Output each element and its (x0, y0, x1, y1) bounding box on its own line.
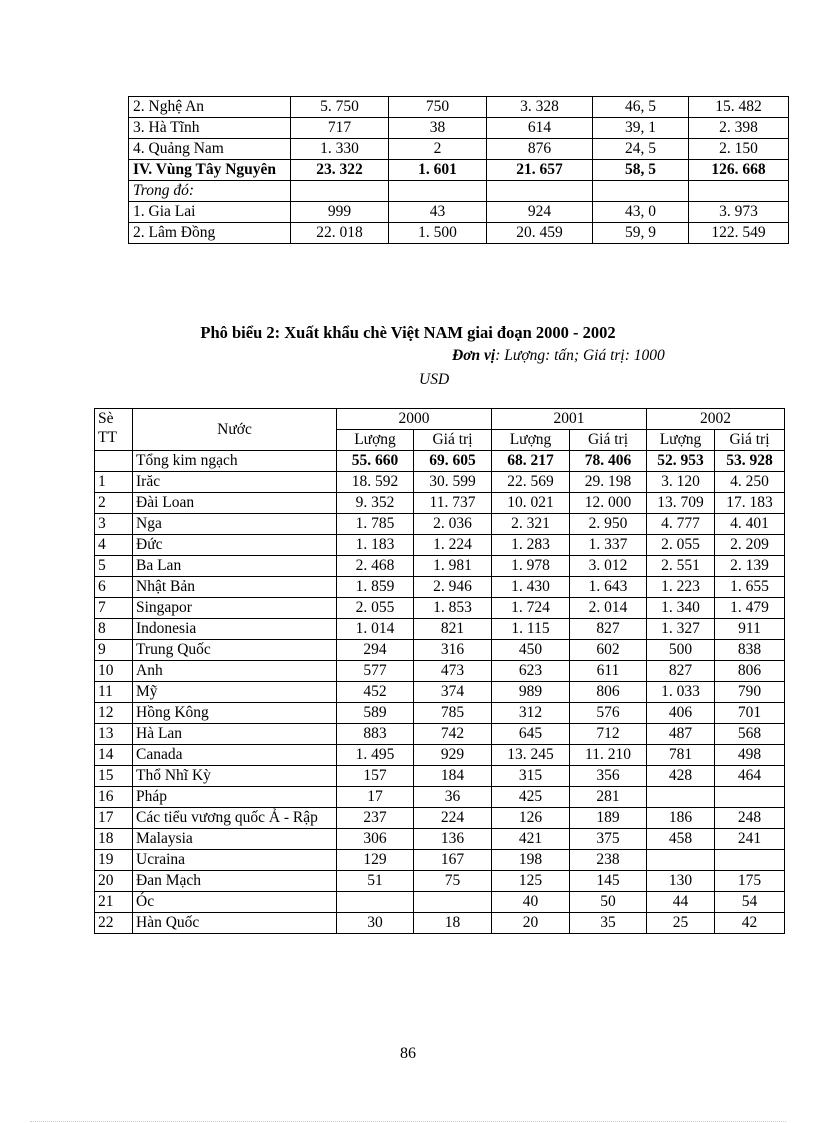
country-name: Canada (133, 745, 337, 766)
row-stt: 1 (95, 472, 133, 493)
table-cell (291, 181, 389, 202)
table-cell: 3. 012 (570, 556, 647, 577)
header-quantity: Lượng (337, 430, 414, 451)
table-cell: 3. 973 (689, 202, 789, 223)
table-cell: 701 (715, 703, 785, 724)
table-cell: 2. 055 (647, 535, 715, 556)
table-cell: 50 (570, 892, 647, 913)
table-cell: 43 (389, 202, 487, 223)
table-cell: 39, 1 (593, 118, 689, 139)
table-cell: 11. 210 (570, 745, 647, 766)
country-name: Ucraina (133, 850, 337, 871)
table-cell: 375 (570, 829, 647, 850)
table-cell: 2. 398 (689, 118, 789, 139)
table-cell: 12. 000 (570, 493, 647, 514)
header-value: Giá trị (715, 430, 785, 451)
country-name: Hàn Quốc (133, 913, 337, 934)
total-label: Tổng kim ngạch (133, 451, 337, 472)
table-cell: 577 (337, 661, 414, 682)
table-cell: 238 (570, 850, 647, 871)
table-cell: 2. 950 (570, 514, 647, 535)
table-row (95, 556, 785, 577)
table-cell: 2. 139 (715, 556, 785, 577)
table-cell: 1. 330 (291, 139, 389, 160)
table-row (95, 745, 785, 766)
table-cell: 645 (492, 724, 570, 745)
table-cell: 1. 785 (337, 514, 414, 535)
country-name: Trung Quốc (133, 640, 337, 661)
total-cell: 68. 217 (492, 451, 570, 472)
table-row (95, 514, 785, 535)
table-row (95, 682, 785, 703)
table-row (95, 493, 785, 514)
table-cell: 742 (414, 724, 492, 745)
table-cell: 425 (492, 787, 570, 808)
country-name: Nga (133, 514, 337, 535)
table-row (95, 913, 785, 934)
row-stt: 21 (95, 892, 133, 913)
table-cell: 15. 482 (689, 97, 789, 118)
table-cell: 1. 978 (492, 556, 570, 577)
row-stt: 10 (95, 661, 133, 682)
country-name: Indonesia (133, 619, 337, 640)
country-name: Đức (133, 535, 337, 556)
table-cell: 1. 223 (647, 577, 715, 598)
table-cell: 130 (647, 871, 715, 892)
total-cell: 78. 406 (570, 451, 647, 472)
table-cell: 450 (492, 640, 570, 661)
country-name: Hồng Kông (133, 703, 337, 724)
table-cell: 827 (570, 619, 647, 640)
table-cell: 9. 352 (337, 493, 414, 514)
table-cell: 24, 5 (593, 139, 689, 160)
table-cell: 589 (337, 703, 414, 724)
table-cell: 145 (570, 871, 647, 892)
table-cell: 717 (291, 118, 389, 139)
table-row (95, 703, 785, 724)
table-cell: 473 (414, 661, 492, 682)
country-name: Óc (133, 892, 337, 913)
table-cell: 1. 495 (337, 745, 414, 766)
table-cell (337, 892, 414, 913)
header-year: 2001 (492, 409, 647, 430)
country-name: Hà Lan (133, 724, 337, 745)
row-stt: 4 (95, 535, 133, 556)
table-cell: 198 (492, 850, 570, 871)
header-value: Giá trị (414, 430, 492, 451)
table-cell: 614 (487, 118, 593, 139)
total-stt (95, 451, 133, 472)
table-cell: 2. 468 (337, 556, 414, 577)
table-cell: 883 (337, 724, 414, 745)
region-name: 2. Nghệ An (129, 97, 291, 118)
table-row (95, 535, 785, 556)
table-cell: 1. 183 (337, 535, 414, 556)
table-cell: 241 (715, 829, 785, 850)
total-cell: 55. 660 (337, 451, 414, 472)
table-cell: 54 (715, 892, 785, 913)
country-name: Irăc (133, 472, 337, 493)
total-cell: 52. 953 (647, 451, 715, 472)
row-stt: 3 (95, 514, 133, 535)
table-cell: 1. 340 (647, 598, 715, 619)
row-stt: 8 (95, 619, 133, 640)
table-cell: 568 (715, 724, 785, 745)
table-cell: 122. 549 (689, 223, 789, 244)
header-quantity: Lượng (647, 430, 715, 451)
export-table (94, 408, 785, 934)
total-cell: 53. 928 (715, 451, 785, 472)
table-cell: 374 (414, 682, 492, 703)
region-name: IV. Vùng Tây Nguyên (129, 160, 291, 181)
country-name: Anh (133, 661, 337, 682)
table-cell: 294 (337, 640, 414, 661)
country-name: Pháp (133, 787, 337, 808)
table-cell: 838 (715, 640, 785, 661)
table-cell: 1. 853 (414, 598, 492, 619)
table-row (95, 577, 785, 598)
header-country: Nước (133, 409, 337, 451)
table-cell: 2. 551 (647, 556, 715, 577)
row-stt: 13 (95, 724, 133, 745)
row-stt: 19 (95, 850, 133, 871)
table-cell: 10. 021 (492, 493, 570, 514)
table-cell: 356 (570, 766, 647, 787)
unit-line (452, 347, 665, 365)
table-cell: 1. 643 (570, 577, 647, 598)
table-cell: 2. 321 (492, 514, 570, 535)
table-cell: 428 (647, 766, 715, 787)
table-cell: 20 (492, 913, 570, 934)
country-name: Ba Lan (133, 556, 337, 577)
region-name: 3. Hà Tĩnh (129, 118, 291, 139)
row-stt: 18 (95, 829, 133, 850)
header-row-years (95, 409, 785, 430)
table-cell: 5. 750 (291, 97, 389, 118)
region-name: 1. Gia Lai (129, 202, 291, 223)
table-cell: 458 (647, 829, 715, 850)
table-cell: 157 (337, 766, 414, 787)
table-cell: 827 (647, 661, 715, 682)
table-cell: 500 (647, 640, 715, 661)
row-stt: 11 (95, 682, 133, 703)
table-cell: 30. 599 (414, 472, 492, 493)
table-cell: 2. 014 (570, 598, 647, 619)
row-stt: 7 (95, 598, 133, 619)
country-name: Nhật Bản (133, 577, 337, 598)
table-row (129, 97, 789, 118)
country-name: Singapor (133, 598, 337, 619)
table-cell: 40 (492, 892, 570, 913)
table-cell: 2. 946 (414, 577, 492, 598)
table-cell: 23. 322 (291, 160, 389, 181)
table-cell (414, 892, 492, 913)
table-cell: 806 (570, 682, 647, 703)
table-cell: 602 (570, 640, 647, 661)
table-cell: 750 (389, 97, 487, 118)
table-cell: 58, 5 (593, 160, 689, 181)
table-cell: 36 (414, 787, 492, 808)
table-row (95, 661, 785, 682)
table-cell: 611 (570, 661, 647, 682)
table-cell: 13. 709 (647, 493, 715, 514)
table-row (129, 160, 789, 181)
table-cell: 1. 115 (492, 619, 570, 640)
row-stt: 5 (95, 556, 133, 577)
unit-text: : Lượng: tấn; Giá trị: 1000 (495, 347, 665, 364)
table-cell: 452 (337, 682, 414, 703)
table-cell: 126. 668 (689, 160, 789, 181)
page-number: 86 (400, 1045, 416, 1062)
table-cell: 4. 250 (715, 472, 785, 493)
table-row (95, 598, 785, 619)
table-cell: 911 (715, 619, 785, 640)
table-cell: 1. 479 (715, 598, 785, 619)
table-row (95, 808, 785, 829)
row-stt: 15 (95, 766, 133, 787)
table-cell: 1. 655 (715, 577, 785, 598)
row-stt: 16 (95, 787, 133, 808)
table-cell (689, 181, 789, 202)
table-cell: 306 (337, 829, 414, 850)
table-cell: 623 (492, 661, 570, 682)
header-stt: Sè TT (95, 409, 133, 451)
table-row (95, 766, 785, 787)
table-cell: 1. 500 (389, 223, 487, 244)
table-cell: 989 (492, 682, 570, 703)
table-cell: 248 (715, 808, 785, 829)
footer-divider (30, 1121, 786, 1122)
region-name: 4. Quảng Nam (129, 139, 291, 160)
table-row (95, 640, 785, 661)
table-row (95, 892, 785, 913)
table-cell: 487 (647, 724, 715, 745)
table-cell: 167 (414, 850, 492, 871)
table-cell: 21. 657 (487, 160, 593, 181)
table-row (95, 619, 785, 640)
table-cell: 316 (414, 640, 492, 661)
table-row (95, 850, 785, 871)
total-row (95, 451, 785, 472)
table-row (95, 724, 785, 745)
table-cell: 1. 337 (570, 535, 647, 556)
table-cell (487, 181, 593, 202)
table-cell: 1. 014 (337, 619, 414, 640)
table-cell: 38 (389, 118, 487, 139)
header-quantity: Lượng (492, 430, 570, 451)
table-cell: 13. 245 (492, 745, 570, 766)
table-cell: 790 (715, 682, 785, 703)
table-cell (715, 787, 785, 808)
table-cell: 1. 430 (492, 577, 570, 598)
table-row (129, 181, 789, 202)
table-cell (715, 850, 785, 871)
table-cell: 281 (570, 787, 647, 808)
row-stt: 20 (95, 871, 133, 892)
unit-label: Đơn vị (452, 347, 496, 364)
table-cell: 186 (647, 808, 715, 829)
table-cell: 224 (414, 808, 492, 829)
table-cell: 175 (715, 871, 785, 892)
country-name: Mỹ (133, 682, 337, 703)
table-cell: 237 (337, 808, 414, 829)
table-cell: 1. 859 (337, 577, 414, 598)
table-cell: 25 (647, 913, 715, 934)
table-cell: 18. 592 (337, 472, 414, 493)
table-cell: 4. 401 (715, 514, 785, 535)
table-cell: 29. 198 (570, 472, 647, 493)
table-cell: 3. 328 (487, 97, 593, 118)
region-name: 2. Lâm Đồng (129, 223, 291, 244)
table-cell: 20. 459 (487, 223, 593, 244)
row-stt: 6 (95, 577, 133, 598)
table-cell: 59, 9 (593, 223, 689, 244)
row-stt: 17 (95, 808, 133, 829)
header-year: 2000 (337, 409, 492, 430)
table-row (95, 787, 785, 808)
table-cell: 2. 150 (689, 139, 789, 160)
table-cell: 17 (337, 787, 414, 808)
table-cell: 1. 981 (414, 556, 492, 577)
table-cell: 22. 569 (492, 472, 570, 493)
table-cell: 3. 120 (647, 472, 715, 493)
table-cell: 126 (492, 808, 570, 829)
table-cell: 576 (570, 703, 647, 724)
country-name: Malaysia (133, 829, 337, 850)
table-cell: 821 (414, 619, 492, 640)
table-row (129, 139, 789, 160)
table-cell: 1. 283 (492, 535, 570, 556)
table-cell: 42 (715, 913, 785, 934)
table-cell: 44 (647, 892, 715, 913)
table-cell (593, 181, 689, 202)
table-cell: 1. 327 (647, 619, 715, 640)
table-cell: 929 (414, 745, 492, 766)
table-cell: 129 (337, 850, 414, 871)
table-cell: 1. 224 (414, 535, 492, 556)
table-cell: 421 (492, 829, 570, 850)
table-row (95, 472, 785, 493)
table-cell: 781 (647, 745, 715, 766)
table-cell: 125 (492, 871, 570, 892)
table-cell: 2. 036 (414, 514, 492, 535)
table-cell: 406 (647, 703, 715, 724)
table-cell: 17. 183 (715, 493, 785, 514)
table-cell: 46, 5 (593, 97, 689, 118)
table-cell: 1. 033 (647, 682, 715, 703)
table-row (95, 829, 785, 850)
table-row (95, 871, 785, 892)
table-row (129, 202, 789, 223)
table-cell (389, 181, 487, 202)
country-name: Các tiểu vương quốc Ả - Rập (133, 808, 337, 829)
header-year: 2002 (647, 409, 785, 430)
table-cell: 184 (414, 766, 492, 787)
table-cell: 924 (487, 202, 593, 223)
table-cell: 43, 0 (593, 202, 689, 223)
country-name: Đài Loan (133, 493, 337, 514)
table-cell: 2. 055 (337, 598, 414, 619)
country-name: Thổ Nhĩ Kỳ (133, 766, 337, 787)
appendix-title: Phô biểu 2: Xuất khẩu chè Việt NAM giai đoạn 2000 - 2002 (200, 323, 616, 342)
table-cell: 35 (570, 913, 647, 934)
table-row (129, 118, 789, 139)
table-cell: 999 (291, 202, 389, 223)
table-cell: 806 (715, 661, 785, 682)
row-stt: 9 (95, 640, 133, 661)
header-value: Giá trị (570, 430, 647, 451)
row-stt: 2 (95, 493, 133, 514)
total-cell: 69. 605 (414, 451, 492, 472)
table-cell: 136 (414, 829, 492, 850)
table-cell (647, 850, 715, 871)
table-cell: 1. 724 (492, 598, 570, 619)
regional-table (128, 96, 789, 244)
table-cell: 315 (492, 766, 570, 787)
table-cell: 876 (487, 139, 593, 160)
table-cell: 712 (570, 724, 647, 745)
table-cell: 30 (337, 913, 414, 934)
table-cell: 18 (414, 913, 492, 934)
table-cell: 51 (337, 871, 414, 892)
table-cell: 464 (715, 766, 785, 787)
region-name: Trong đó: (129, 181, 291, 202)
country-name: Đan Mạch (133, 871, 337, 892)
unit-line-continued: USD (419, 371, 450, 388)
table-cell: 785 (414, 703, 492, 724)
table-cell: 11. 737 (414, 493, 492, 514)
table-cell: 2. 209 (715, 535, 785, 556)
table-cell: 22. 018 (291, 223, 389, 244)
table-cell: 4. 777 (647, 514, 715, 535)
row-stt: 14 (95, 745, 133, 766)
table-cell: 1. 601 (389, 160, 487, 181)
table-cell (647, 787, 715, 808)
table-cell: 312 (492, 703, 570, 724)
row-stt: 22 (95, 913, 133, 934)
table-row (129, 223, 789, 244)
table-cell: 75 (414, 871, 492, 892)
table-cell: 498 (715, 745, 785, 766)
row-stt: 12 (95, 703, 133, 724)
table-cell: 189 (570, 808, 647, 829)
table-cell: 2 (389, 139, 487, 160)
